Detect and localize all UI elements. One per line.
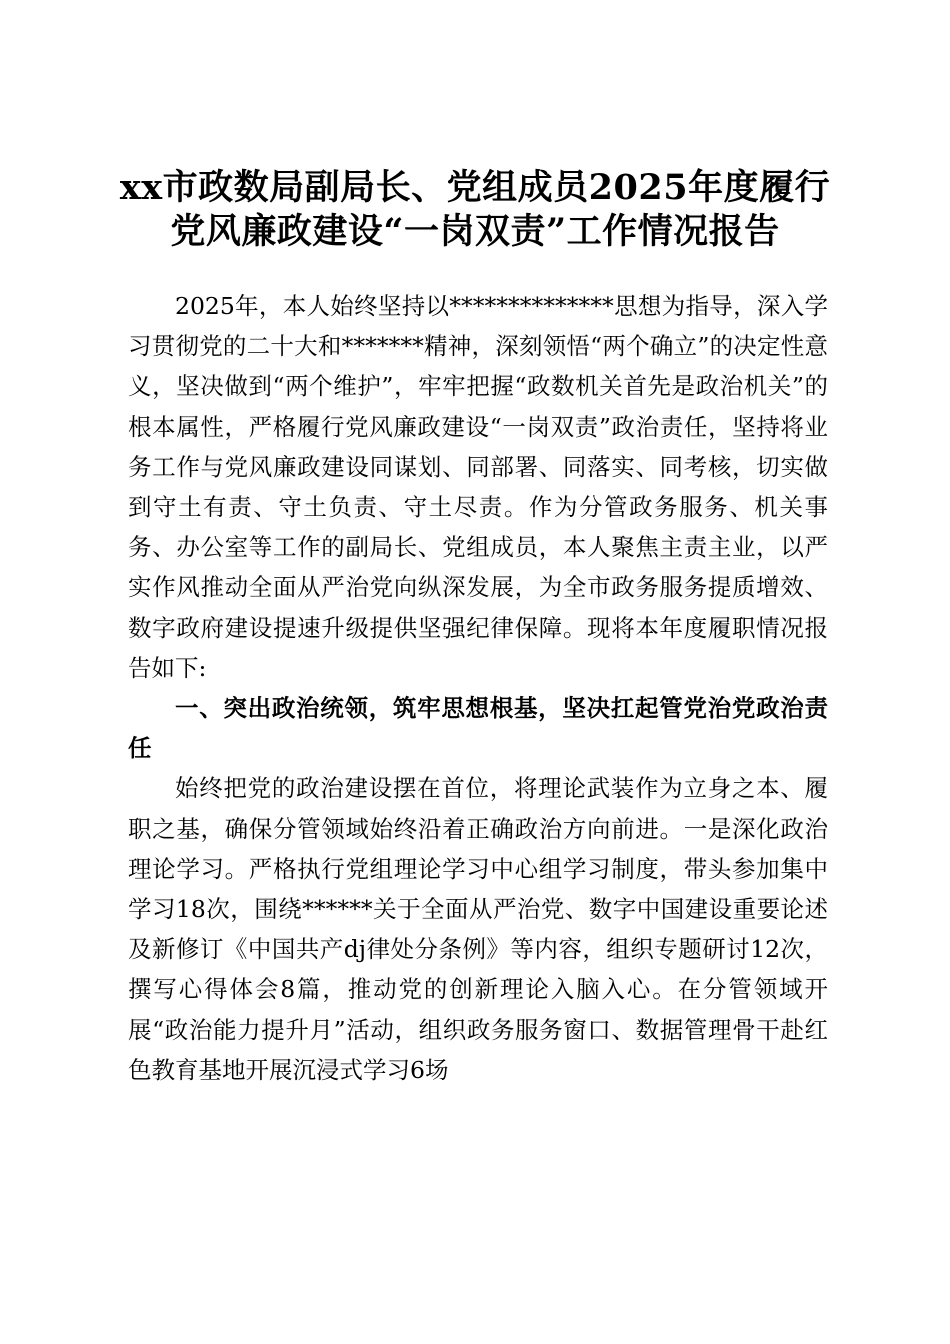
section-heading-1: 一、突出政治统领，筑牢思想根基，坚决扛起管党治党政治责任	[128, 694, 828, 763]
intro-paragraph: 2025年，本人始终坚持以**************思想为指导，深入学习贯彻党的二十大和*******精神，深刻领悟“两个确立”的决定性意义，坚决做到“两个维护”，牢牢把握“政数机关首先是政治机关”的根本属性，严格履行党风廉政建设“一岗双责”政治责任，坚持将业务工作与党风廉政建设同谋划、同部署、同落实、同考核，切实做到守土有责、守土负责、守土尽责。作为分管政务服务、机关事务、办公室等工作的副局长、党组成员，本人聚焦主责主业，以严实作风推动全面从严治党向纵深发展，为全市政务服务提质增效、数字政府建设提速升级提供坚强纪律保障。现将本年度履职情况报告如下:	[128, 292, 828, 682]
title-line-2: 党风廉政建设“一岗双责”工作情况报告	[170, 211, 780, 252]
section-1-paragraph: 始终把党的政治建设摆在首位，将理论武装作为立身之本、履职之基，确保分管领域始终沿着正确政治方向前进。一是深化政治理论学习。严格执行党组理论学习中心组学习制度，带头参加集中学习18次，围绕******关于全面从严治党、数字中国建设重要论述及新修订《中国共产dj律处分条例》等内容，组织专题研讨12次，撰写心得体会8篇，推动党的创新理论入脑入心。在分管领域开展“政治能力提升月”活动，组织政务服务窗口、数据管理骨干赴红色教育基地开展沉浸式学习6场	[128, 774, 828, 1084]
document-body	[128, 286, 828, 1090]
document-title	[100, 166, 850, 254]
title-line-1: xx市政数局副局长、党组成员2025年度履行	[119, 167, 831, 208]
